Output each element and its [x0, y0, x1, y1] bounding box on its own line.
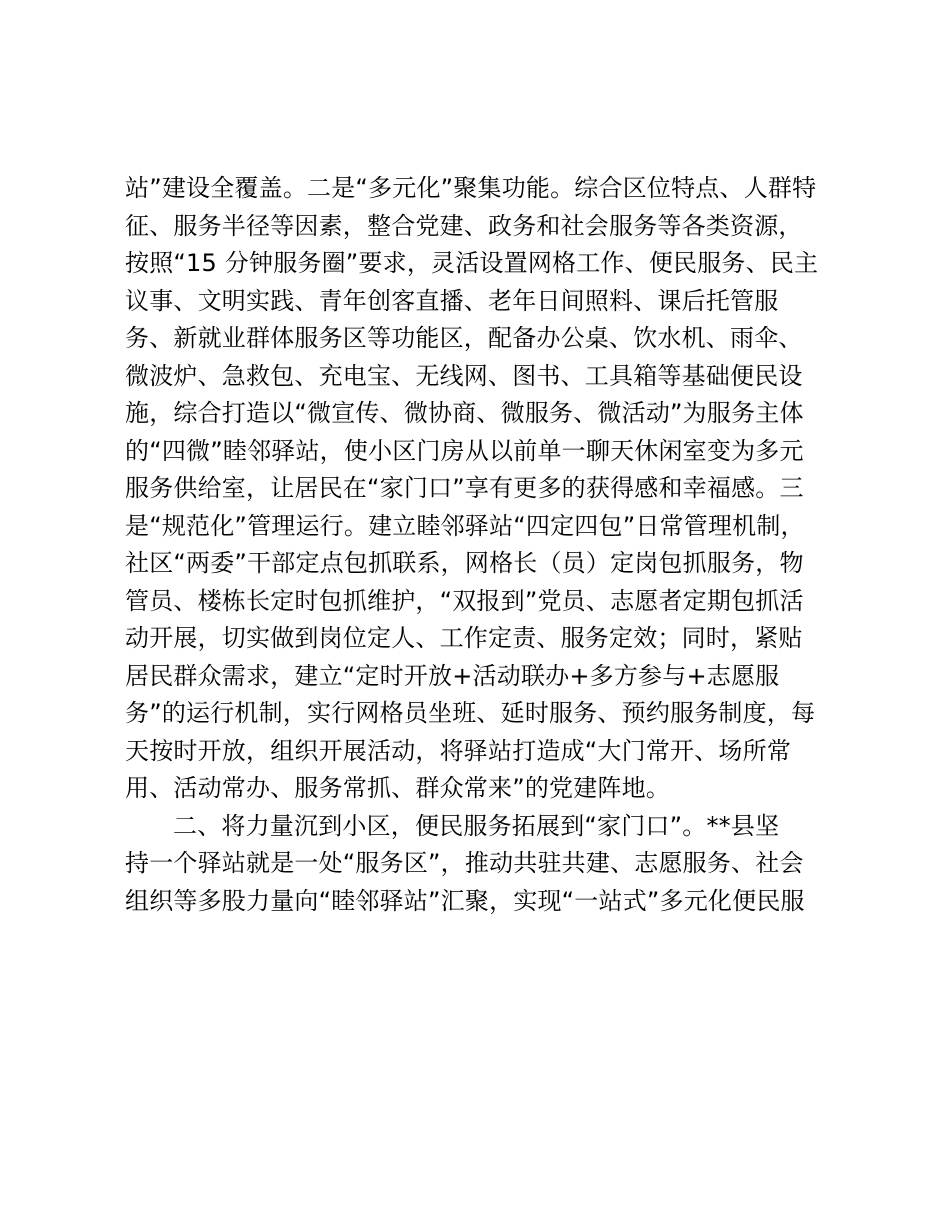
text-line: 务、新就业群体服务区等功能区，配备办公桌、饮水机、雨伞、 — [125, 324, 803, 352]
text-line: 居民群众需求，建立“定时开放+活动联办+多方参与+志愿服 — [125, 661, 780, 690]
text-line: 的“四微”睦邻驿站，使小区门房从以前单一聊天休闲室变为多元 — [125, 436, 804, 465]
text-line: 是“规范化”管理运行。建立睦邻驿站“四定四包”日常管理机制， — [125, 511, 805, 540]
text-line: 务”的运行机制，实行网格员坐班、延时服务、预约服务制度，每 — [125, 699, 816, 727]
text-line: 社区“两委”干部定点包抓联系，网格长（员）定岗包抓服务，物 — [125, 549, 804, 577]
text-line: 天按时开放，组织开展活动，将驿站打造成“大门常开、场所常 — [125, 736, 792, 765]
text-line: 用、活动常办、服务常抓、群众常来”的党建阵地。 — [125, 774, 671, 802]
text-line: 按照“15 分钟服务圈”要求，灵活设置网格工作、便民服务、民主 — [125, 249, 819, 277]
text-line: 站”建设全覆盖。二是“多元化”聚集功能。综合区位特点、人群特 — [125, 174, 817, 202]
text-line: 征、服务半径等因素，整合党建、政务和社会服务等各类资源， — [125, 211, 803, 240]
text-line: 施，综合打造以“微宣传、微协商、微服务、微活动”为服务主体 — [125, 399, 804, 427]
text-line: 动开展，切实做到岗位定人、工作定责、服务定效；同时，紧贴 — [125, 624, 803, 652]
text-line: 微波炉、急救包、充电宝、无线网、图书、工具箱等基础便民设 — [125, 361, 803, 390]
text-line: 服务供给室，让居民在“家门口”享有更多的获得感和幸福感。三 — [125, 474, 804, 502]
text-line: 组织等多股力量向“睦邻驿站”汇聚，实现“一站式”多元化便民服 — [125, 886, 805, 915]
text-line: 管员、楼栋长定时包抓维护，“双报到”党员、志愿者定期包抓活 — [125, 586, 804, 615]
text-line: 持一个驿站就是一处“服务区”，推动共驻共建、志愿服务、社会 — [125, 849, 804, 877]
document-body — [125, 170, 845, 920]
paragraph-start-line: 二、将力量沉到小区，便民服务拓展到“家门口”。**县坚 — [173, 811, 780, 840]
text-line: 议事、文明实践、青年创客直播、老年日间照料、课后托管服 — [125, 286, 779, 315]
